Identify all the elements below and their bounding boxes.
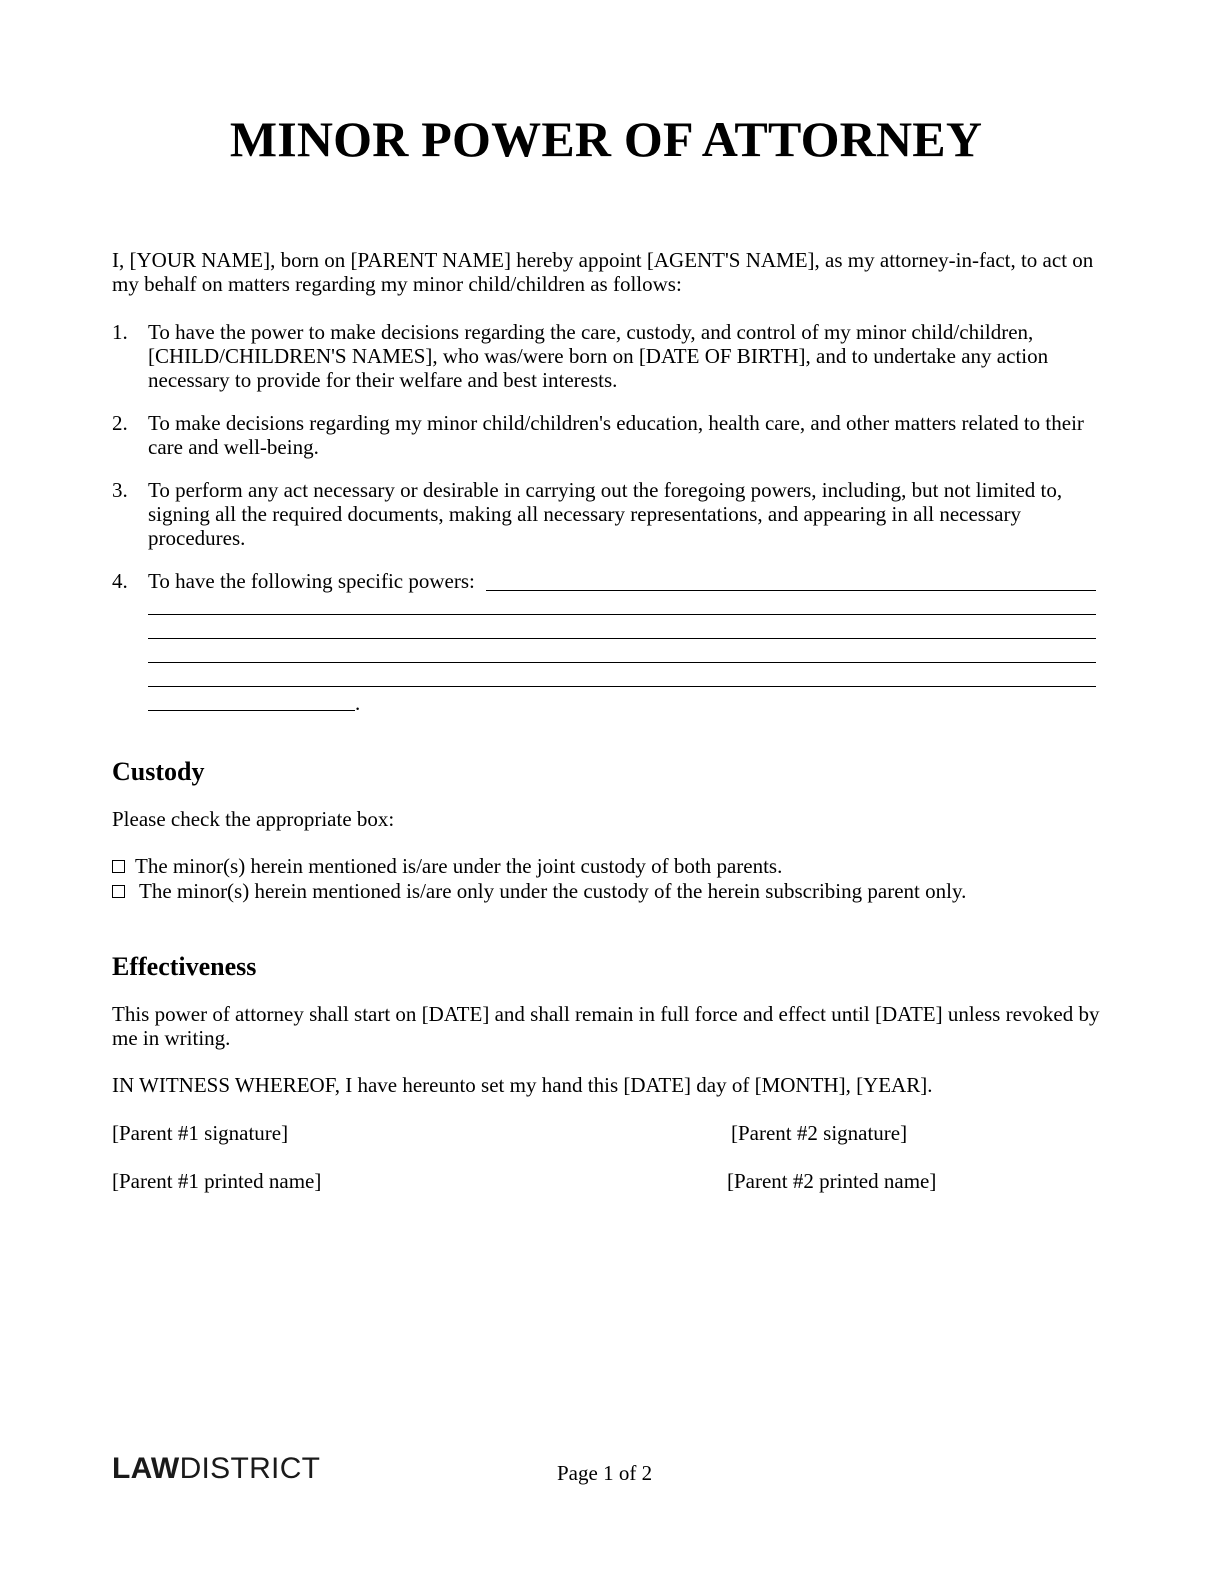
custody-option-sole[interactable]: [112, 879, 1102, 903]
custody-option-label: The minor(s) herein mentioned is/are only under the custody of the herein subscribing parent only.: [139, 879, 967, 903]
parent2-signature: [Parent #2 signature]: [731, 1121, 908, 1145]
witness-paragraph: IN WITNESS WHEREOF, I have hereunto set my hand this [DATE] day of [MONTH], [YEAR].: [112, 1073, 933, 1097]
document-title: MINOR POWER OF ATTORNEY: [229, 111, 983, 167]
lawdistrict-logo: [112, 1452, 320, 1486]
page-number: Page 1 of 2: [557, 1461, 653, 1485]
parent1-printed-name: [Parent #1 printed name]: [112, 1169, 322, 1193]
custody-instruction: Please check the appropriate box:: [112, 807, 395, 831]
list-item-number: 2.: [112, 411, 128, 435]
effectiveness-paragraph: This power of attorney shall start on [DATE] and shall remain in full force and effect until [DATE] unless revoked by me in writing.: [112, 1002, 1100, 1050]
specific-powers-line[interactable]: [148, 614, 1096, 615]
list-item-number: 4.: [112, 569, 128, 593]
specific-powers-line[interactable]: [148, 662, 1096, 663]
list-item-number: 1.: [112, 320, 128, 344]
list-item-text: To have the following specific powers:: [148, 569, 475, 593]
checkbox-icon[interactable]: [112, 885, 125, 898]
intro-paragraph: I, [YOUR NAME], born on [PARENT NAME] hereby appoint [AGENT'S NAME], as my attorney-in-fact, to act on my behalf on matters regarding my minor child/children as follows:: [112, 248, 1094, 296]
list-item-number: 3.: [112, 478, 128, 502]
custody-option-joint[interactable]: [112, 854, 1102, 878]
parent1-signature: [Parent #1 signature]: [112, 1121, 289, 1145]
logo-bold-part: LAW: [112, 1452, 180, 1485]
list-item-text: To perform any act necessary or desirable in carrying out the foregoing powers, including, but not limited to, signing all the required documents, making all necessary representations, and appearing in all necessary procedures.: [148, 478, 1063, 550]
specific-powers-line[interactable]: [148, 638, 1096, 639]
specific-powers-line[interactable]: [148, 710, 355, 711]
list-item-text: To have the power to make decisions regarding the care, custody, and control of my minor child/children, [CHILD/CHILDREN'S NAMES], who was/were born on [DATE OF BIRTH], and to undertake any action necessary to provide for their welfare and best interests.: [148, 320, 1049, 392]
specific-powers-line[interactable]: [148, 686, 1096, 687]
specific-powers-line[interactable]: [486, 590, 1096, 591]
custody-option-label: The minor(s) herein mentioned is/are under the joint custody of both parents.: [135, 854, 783, 878]
logo-regular-part: DISTRICT: [179, 1452, 321, 1485]
custody-heading: Custody: [112, 757, 205, 786]
parent2-printed-name: [Parent #2 printed name]: [727, 1169, 937, 1193]
effectiveness-heading: Effectiveness: [112, 952, 257, 981]
specific-powers-end: .: [355, 691, 361, 715]
checkbox-icon[interactable]: [112, 860, 125, 873]
list-item-text: To make decisions regarding my minor child/children's education, health care, and other matters related to their care and well-being.: [148, 411, 1084, 459]
